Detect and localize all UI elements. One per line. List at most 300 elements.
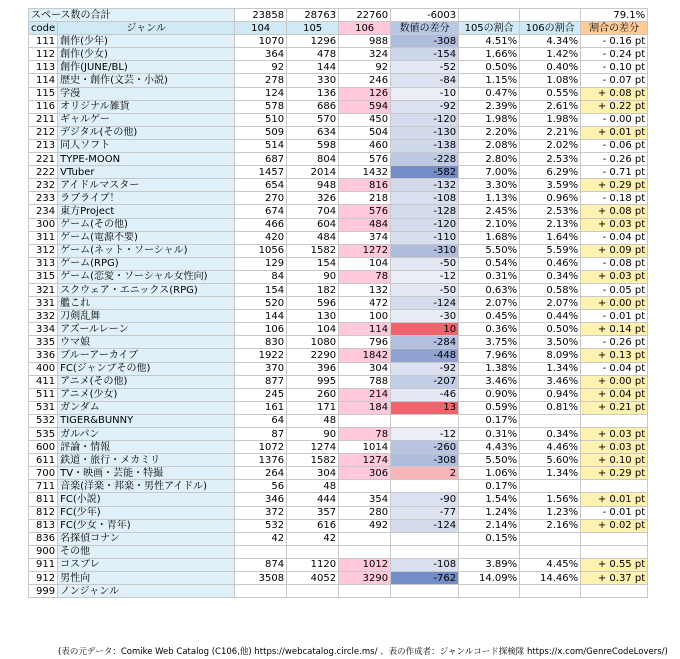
cell-rdiff[interactable]: + 0.22 pt [581,100,648,113]
cell-v104[interactable]: 509 [235,126,287,139]
cell-v105[interactable]: 616 [287,519,339,532]
cell-v104[interactable]: 510 [235,113,287,126]
cell-v106[interactable]: 484 [339,218,391,231]
cell-r105[interactable] [459,545,520,558]
cell-genre[interactable]: アニメ(その他) [58,375,235,388]
cell-v105[interactable]: 478 [287,48,339,61]
cell-rdiff[interactable] [581,414,648,427]
cell-v105[interactable]: 130 [287,310,339,323]
cell-v105[interactable]: 1296 [287,35,339,48]
cell-v106[interactable] [339,545,391,558]
cell-v106[interactable]: 1014 [339,441,391,454]
cell-rdiff[interactable]: - 0.05 pt [581,283,648,296]
cell-rdiff[interactable]: + 0.21 pt [581,401,648,414]
cell-r105[interactable]: 7.96% [459,349,520,362]
cell-v104[interactable]: 674 [235,205,287,218]
cell-v106[interactable]: 450 [339,113,391,126]
cell-diff[interactable]: -128 [391,205,459,218]
cell-v104[interactable]: 874 [235,558,287,571]
cell-r105[interactable]: 2.45% [459,205,520,218]
cell-rdiff[interactable] [581,480,648,493]
cell-rdiff[interactable]: - 0.04 pt [581,362,648,375]
cell-v105[interactable]: 1274 [287,441,339,454]
cell-rdiff[interactable]: + 0.29 pt [581,467,648,480]
cell-diff[interactable]: -448 [391,349,459,362]
cell-v105[interactable]: 2290 [287,349,339,362]
cell-v106[interactable]: 104 [339,257,391,270]
cell-v106[interactable]: 100 [339,310,391,323]
cell-code[interactable]: 221 [29,153,58,166]
cell-code[interactable]: 332 [29,310,58,323]
cell-r106[interactable]: 1.42% [520,48,581,61]
cell-diff[interactable] [391,545,459,558]
cell-v106[interactable]: 816 [339,179,391,192]
cell-v104[interactable]: 278 [235,74,287,87]
cell-rdiff[interactable]: - 0.24 pt [581,48,648,61]
cell-genre[interactable]: ガルパン [58,428,235,441]
cell-r105[interactable]: 0.45% [459,310,520,323]
cell-r106[interactable]: 2.13% [520,218,581,231]
cell-rdiff[interactable]: + 0.03 pt [581,441,648,454]
cell-r106[interactable]: 0.94% [520,388,581,401]
cell-v106[interactable]: 504 [339,126,391,139]
cell-r105[interactable]: 1.38% [459,362,520,375]
cell-diff[interactable]: -308 [391,35,459,48]
cell-r106[interactable]: 2.53% [520,153,581,166]
cell-r105[interactable]: 2.39% [459,100,520,113]
cell-r105[interactable]: 7.00% [459,166,520,179]
cell-code[interactable]: 335 [29,336,58,349]
cell-genre[interactable]: 同人ソフト [58,139,235,152]
cell-code[interactable]: 600 [29,441,58,454]
cell-code[interactable]: 900 [29,545,58,558]
cell-v106[interactable]: 1432 [339,166,391,179]
cell-r105[interactable]: 0.63% [459,283,520,296]
cell-v106[interactable]: 306 [339,467,391,480]
cell-v104[interactable]: 154 [235,283,287,296]
cell-v104[interactable]: 270 [235,192,287,205]
cell-v106[interactable]: 218 [339,192,391,205]
cell-v104[interactable]: 372 [235,506,287,519]
cell-v104[interactable]: 64 [235,414,287,427]
cell-v106[interactable] [339,585,391,598]
cell-v104[interactable]: 1070 [235,35,287,48]
summary-diff[interactable]: -6003 [391,9,459,22]
cell-v106[interactable] [339,414,391,427]
cell-code[interactable]: 212 [29,126,58,139]
cell-genre[interactable]: TYPE-MOON [58,153,235,166]
cell-rdiff[interactable]: + 0.37 pt [581,572,648,585]
cell-v104[interactable]: 654 [235,179,287,192]
cell-r105[interactable]: 2.20% [459,126,520,139]
cell-diff[interactable]: -284 [391,336,459,349]
cell-v105[interactable]: 90 [287,428,339,441]
cell-r106[interactable]: 4.46% [520,441,581,454]
cell-r106[interactable]: 4.34% [520,35,581,48]
cell-diff[interactable]: -77 [391,506,459,519]
cell-rdiff[interactable]: - 0.00 pt [581,113,648,126]
cell-r105[interactable]: 2.07% [459,297,520,310]
cell-genre[interactable]: 評論・情報 [58,441,235,454]
cell-v105[interactable]: 154 [287,257,339,270]
cell-rdiff[interactable] [581,532,648,545]
cell-diff[interactable]: 2 [391,467,459,480]
cell-diff[interactable]: 13 [391,401,459,414]
summary-rdiff[interactable]: 79.1% [581,9,648,22]
cell-genre[interactable]: ノンジャンル [58,585,235,598]
cell-v105[interactable]: 686 [287,100,339,113]
cell-genre[interactable]: 艦これ [58,297,235,310]
cell-genre[interactable]: アズールレーン [58,323,235,336]
cell-diff[interactable]: -310 [391,244,459,257]
cell-rdiff[interactable]: + 0.55 pt [581,558,648,571]
cell-r106[interactable] [520,532,581,545]
cell-genre[interactable]: 創作(JUNE/BL) [58,61,235,74]
cell-diff[interactable]: -84 [391,74,459,87]
cell-v104[interactable]: 1457 [235,166,287,179]
cell-diff[interactable]: 10 [391,323,459,336]
summary-r106[interactable] [520,9,581,22]
cell-r105[interactable]: 1.24% [459,506,520,519]
cell-genre[interactable]: TV・映画・芸能・特撮 [58,467,235,480]
cell-rdiff[interactable]: + 0.29 pt [581,179,648,192]
cell-diff[interactable]: -124 [391,297,459,310]
header-genre[interactable]: ジャンル [58,22,235,35]
cell-r106[interactable]: 2.02% [520,139,581,152]
cell-code[interactable]: 112 [29,48,58,61]
cell-v104[interactable]: 687 [235,153,287,166]
cell-v105[interactable]: 570 [287,113,339,126]
cell-diff[interactable]: -130 [391,126,459,139]
cell-genre[interactable]: デジタル(その他) [58,126,235,139]
cell-v104[interactable]: 578 [235,100,287,113]
cell-code[interactable]: 532 [29,414,58,427]
cell-r106[interactable]: 2.16% [520,519,581,532]
cell-code[interactable]: 313 [29,257,58,270]
cell-diff[interactable]: -762 [391,572,459,585]
cell-code[interactable]: 315 [29,270,58,283]
cell-r105[interactable]: 2.08% [459,139,520,152]
cell-v104[interactable]: 830 [235,336,287,349]
cell-v106[interactable]: 374 [339,231,391,244]
cell-code[interactable]: 812 [29,506,58,519]
cell-r105[interactable]: 0.31% [459,270,520,283]
cell-r105[interactable]: 0.54% [459,257,520,270]
cell-r106[interactable]: 1.34% [520,467,581,480]
cell-rdiff[interactable]: - 0.04 pt [581,231,648,244]
cell-r105[interactable]: 1.66% [459,48,520,61]
cell-r106[interactable]: 2.07% [520,297,581,310]
cell-rdiff[interactable]: - 0.01 pt [581,310,648,323]
cell-v104[interactable]: 532 [235,519,287,532]
cell-diff[interactable]: -110 [391,231,459,244]
cell-r105[interactable]: 2.10% [459,218,520,231]
cell-r105[interactable]: 1.13% [459,192,520,205]
cell-v106[interactable]: 1842 [339,349,391,362]
cell-v106[interactable]: 576 [339,205,391,218]
cell-v105[interactable]: 396 [287,362,339,375]
cell-r105[interactable]: 0.31% [459,428,520,441]
cell-v105[interactable]: 144 [287,61,339,74]
cell-v104[interactable]: 84 [235,270,287,283]
cell-code[interactable]: 912 [29,572,58,585]
cell-genre[interactable]: オリジナル雑貨 [58,100,235,113]
cell-code[interactable]: 114 [29,74,58,87]
cell-rdiff[interactable]: + 0.03 pt [581,218,648,231]
cell-code[interactable]: 222 [29,166,58,179]
cell-r106[interactable]: 0.81% [520,401,581,414]
cell-genre[interactable]: ゲーム(RPG) [58,257,235,270]
cell-r106[interactable]: 1.56% [520,493,581,506]
cell-v105[interactable]: 484 [287,231,339,244]
cell-v106[interactable]: 472 [339,297,391,310]
cell-v106[interactable]: 246 [339,74,391,87]
cell-r105[interactable]: 3.30% [459,179,520,192]
cell-v105[interactable]: 1582 [287,454,339,467]
cell-v104[interactable]: 144 [235,310,287,323]
cell-v106[interactable]: 114 [339,323,391,336]
cell-r106[interactable] [520,414,581,427]
cell-rdiff[interactable]: + 0.03 pt [581,428,648,441]
cell-code[interactable]: 535 [29,428,58,441]
cell-rdiff[interactable]: - 0.26 pt [581,336,648,349]
cell-rdiff[interactable]: + 0.10 pt [581,454,648,467]
cell-v105[interactable]: 634 [287,126,339,139]
cell-diff[interactable]: -92 [391,100,459,113]
cell-r106[interactable] [520,480,581,493]
cell-genre[interactable]: 学漫 [58,87,235,100]
cell-v104[interactable]: 92 [235,61,287,74]
cell-v105[interactable]: 136 [287,87,339,100]
cell-v105[interactable]: 48 [287,480,339,493]
cell-v105[interactable]: 357 [287,506,339,519]
cell-r106[interactable]: 1.08% [520,74,581,87]
cell-v105[interactable]: 90 [287,270,339,283]
cell-rdiff[interactable]: + 0.14 pt [581,323,648,336]
cell-genre[interactable]: ブルーアーカイブ [58,349,235,362]
cell-v106[interactable]: 788 [339,375,391,388]
cell-rdiff[interactable]: + 0.09 pt [581,244,648,257]
cell-r106[interactable]: 1.64% [520,231,581,244]
cell-v105[interactable]: 598 [287,139,339,152]
cell-r106[interactable]: 0.55% [520,87,581,100]
cell-v105[interactable]: 444 [287,493,339,506]
cell-v105[interactable]: 304 [287,467,339,480]
cell-genre[interactable]: 創作(少年) [58,35,235,48]
cell-diff[interactable]: -12 [391,428,459,441]
cell-v106[interactable] [339,480,391,493]
cell-v104[interactable]: 520 [235,297,287,310]
cell-v104[interactable]: 514 [235,139,287,152]
cell-code[interactable]: 115 [29,87,58,100]
cell-rdiff[interactable]: - 0.01 pt [581,506,648,519]
cell-v105[interactable]: 1120 [287,558,339,571]
cell-v106[interactable]: 78 [339,270,391,283]
cell-diff[interactable]: -120 [391,113,459,126]
header-diff[interactable]: 数値の差分 [391,22,459,35]
cell-genre[interactable]: VTuber [58,166,235,179]
cell-r106[interactable]: 5.60% [520,454,581,467]
cell-genre[interactable]: 創作(少女) [58,48,235,61]
summary-106[interactable]: 22760 [339,9,391,22]
cell-v104[interactable]: 124 [235,87,287,100]
cell-v105[interactable]: 604 [287,218,339,231]
cell-v106[interactable]: 280 [339,506,391,519]
header-104[interactable]: 104 [235,22,287,35]
cell-v106[interactable]: 796 [339,336,391,349]
cell-genre[interactable]: 刀剣乱舞 [58,310,235,323]
cell-v106[interactable]: 214 [339,388,391,401]
cell-diff[interactable]: -46 [391,388,459,401]
cell-r106[interactable]: 0.96% [520,192,581,205]
cell-v105[interactable]: 171 [287,401,339,414]
cell-r105[interactable]: 0.50% [459,61,520,74]
cell-code[interactable]: 836 [29,532,58,545]
cell-code[interactable]: 811 [29,493,58,506]
cell-diff[interactable]: -260 [391,441,459,454]
cell-rdiff[interactable]: - 0.07 pt [581,74,648,87]
cell-v105[interactable]: 4052 [287,572,339,585]
cell-v105[interactable] [287,585,339,598]
cell-r106[interactable]: 3.50% [520,336,581,349]
cell-r106[interactable]: 5.59% [520,244,581,257]
cell-v106[interactable]: 304 [339,362,391,375]
cell-genre[interactable]: ガンダム [58,401,235,414]
cell-code[interactable]: 999 [29,585,58,598]
cell-v104[interactable]: 877 [235,375,287,388]
cell-r105[interactable]: 1.68% [459,231,520,244]
cell-rdiff[interactable]: + 0.08 pt [581,87,648,100]
cell-v104[interactable]: 56 [235,480,287,493]
cell-v104[interactable]: 264 [235,467,287,480]
cell-diff[interactable]: -90 [391,493,459,506]
cell-r105[interactable]: 4.43% [459,441,520,454]
cell-r106[interactable]: 0.34% [520,428,581,441]
cell-v105[interactable] [287,545,339,558]
cell-v105[interactable]: 1582 [287,244,339,257]
cell-code[interactable]: 511 [29,388,58,401]
cell-genre[interactable]: スクウェア・エニックス(RPG) [58,283,235,296]
cell-rdiff[interactable]: + 0.01 pt [581,126,648,139]
cell-r106[interactable]: 1.34% [520,362,581,375]
header-106[interactable]: 106 [339,22,391,35]
cell-r106[interactable]: 0.50% [520,323,581,336]
cell-code[interactable]: 336 [29,349,58,362]
cell-code[interactable]: 300 [29,218,58,231]
cell-rdiff[interactable] [581,585,648,598]
cell-diff[interactable]: -108 [391,192,459,205]
cell-code[interactable]: 321 [29,283,58,296]
cell-v106[interactable]: 1012 [339,558,391,571]
cell-v106[interactable]: 132 [339,283,391,296]
cell-rdiff[interactable]: + 0.04 pt [581,388,648,401]
cell-diff[interactable] [391,414,459,427]
cell-r106[interactable]: 2.53% [520,205,581,218]
cell-diff[interactable]: -207 [391,375,459,388]
cell-code[interactable]: 116 [29,100,58,113]
cell-v104[interactable] [235,545,287,558]
header-r106[interactable]: 106の割合 [520,22,581,35]
cell-genre[interactable]: ゲーム(恋愛・ソーシャル女性向) [58,270,235,283]
cell-v104[interactable]: 106 [235,323,287,336]
cell-genre[interactable]: その他 [58,545,235,558]
cell-v104[interactable]: 466 [235,218,287,231]
header-code[interactable]: code [29,22,58,35]
cell-diff[interactable]: -154 [391,48,459,61]
cell-v105[interactable]: 260 [287,388,339,401]
cell-r106[interactable]: 0.58% [520,283,581,296]
cell-rdiff[interactable]: - 0.16 pt [581,35,648,48]
cell-genre[interactable]: コスプレ [58,558,235,571]
cell-code[interactable]: 911 [29,558,58,571]
cell-diff[interactable]: -52 [391,61,459,74]
cell-r105[interactable]: 0.17% [459,480,520,493]
cell-v105[interactable]: 182 [287,283,339,296]
cell-r106[interactable]: 0.44% [520,310,581,323]
cell-genre[interactable]: FC(少女・青年) [58,519,235,532]
cell-code[interactable]: 312 [29,244,58,257]
cell-v106[interactable]: 184 [339,401,391,414]
cell-rdiff[interactable]: - 0.26 pt [581,153,648,166]
cell-diff[interactable]: -582 [391,166,459,179]
cell-diff[interactable]: -132 [391,179,459,192]
cell-genre[interactable]: アイドルマスター [58,179,235,192]
cell-diff[interactable]: -108 [391,558,459,571]
cell-rdiff[interactable]: + 0.00 pt [581,375,648,388]
cell-r105[interactable]: 0.36% [459,323,520,336]
cell-diff[interactable]: -138 [391,139,459,152]
cell-code[interactable]: 331 [29,297,58,310]
cell-v104[interactable]: 129 [235,257,287,270]
cell-rdiff[interactable] [581,545,648,558]
cell-r105[interactable]: 5.50% [459,454,520,467]
cell-genre[interactable]: FC(少年) [58,506,235,519]
cell-code[interactable]: 711 [29,480,58,493]
cell-r105[interactable]: 4.51% [459,35,520,48]
cell-v106[interactable]: 1274 [339,454,391,467]
cell-v106[interactable]: 1272 [339,244,391,257]
cell-diff[interactable]: -30 [391,310,459,323]
cell-rdiff[interactable]: - 0.18 pt [581,192,648,205]
cell-v106[interactable]: 324 [339,48,391,61]
cell-r105[interactable]: 3.75% [459,336,520,349]
cell-diff[interactable]: -10 [391,87,459,100]
cell-code[interactable]: 234 [29,205,58,218]
cell-r105[interactable]: 0.47% [459,87,520,100]
summary-105[interactable]: 28763 [287,9,339,22]
cell-r105[interactable]: 1.98% [459,113,520,126]
cell-diff[interactable]: -92 [391,362,459,375]
cell-code[interactable]: 211 [29,113,58,126]
cell-code[interactable]: 400 [29,362,58,375]
header-rdiff[interactable]: 割合の差分 [581,22,648,35]
cell-v104[interactable]: 370 [235,362,287,375]
cell-code[interactable]: 232 [29,179,58,192]
cell-v105[interactable]: 42 [287,532,339,545]
cell-genre[interactable]: 音楽(洋楽・邦楽・男性アイドル) [58,480,235,493]
cell-r105[interactable]: 3.46% [459,375,520,388]
cell-v106[interactable] [339,532,391,545]
cell-r105[interactable]: 14.09% [459,572,520,585]
cell-code[interactable]: 334 [29,323,58,336]
cell-v106[interactable]: 354 [339,493,391,506]
cell-v104[interactable] [235,585,287,598]
cell-genre[interactable]: 名探偵コナン [58,532,235,545]
cell-v104[interactable]: 420 [235,231,287,244]
cell-code[interactable]: 233 [29,192,58,205]
cell-genre[interactable]: ラブライブ！ [58,192,235,205]
cell-v105[interactable]: 995 [287,375,339,388]
